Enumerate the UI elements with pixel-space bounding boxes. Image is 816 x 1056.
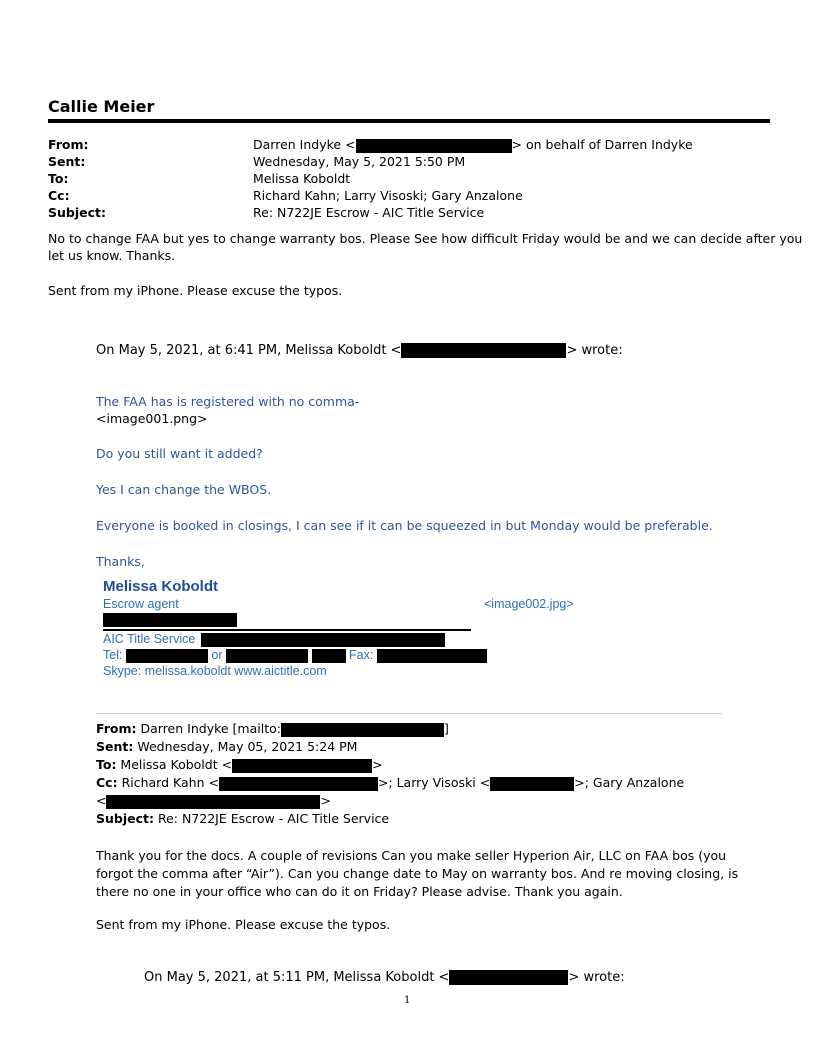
page-number: 1 [404,995,411,1006]
redaction-bar [449,970,568,985]
redaction-bar [103,613,237,627]
sent-label: Sent: [48,154,86,169]
quote2-sent-label: Sent: [96,739,134,754]
signature-image: <image002.jpg> [484,597,574,611]
redaction-bar [490,777,574,791]
quote2-cc-continued [96,793,331,809]
tel-label: Tel: [103,648,123,662]
quote-divider [96,713,722,714]
fax-label: Fax: [349,648,374,662]
quote3-intro [144,970,625,985]
redaction-bar [281,723,444,737]
quote1-intro [96,343,623,358]
quote2-sent [96,739,357,754]
quote3-intro-prefix: On May 5, 2021, at 5:11 PM, Melissa Koboldt < [144,970,450,985]
quote2-cc-mid1: >; Larry Visoski < [377,775,491,790]
quote1-booked: Everyone is booked in closings, I can see if it can be squeezed in but Monday would be preferable. [96,518,713,533]
redaction-bar [126,649,208,663]
subject-label: Subject: [48,205,106,220]
signature-title: Escrow agent [103,597,179,611]
redaction-bar [201,633,445,647]
redaction-bar [232,759,372,773]
from-label: From: [48,137,89,152]
company-name: AIC Title Service [103,632,196,646]
quote2-cc-close2: > [320,793,331,808]
quote2-from-value: Darren Indyke [mailto: [136,721,281,736]
quote1-image1: <image001.png> [96,411,208,426]
quote1-intro-suffix: > wrote: [566,343,623,358]
quote2-cc-open2: < [96,793,107,808]
quote2-from-close: ] [443,721,449,736]
signature-name: Melissa Koboldt [103,578,219,595]
redaction-bar [219,777,378,791]
quote2-cc-label: Cc: [96,775,118,790]
quote2-to-label: To: [96,757,117,772]
signature-rule [103,629,471,631]
quote2-body-line-3: there no one in your office who can do it on Friday? Please advise. Thank you again. [96,884,623,899]
to-value: Melissa Koboldt [253,171,351,186]
quote1-faa-line: The FAA has is registered with no comma- [96,394,360,409]
sent-value: Wednesday, May 5, 2021 5:50 PM [253,154,466,169]
or-label: or [211,648,223,662]
quote2-subject [96,811,389,826]
redaction-bar [226,649,308,663]
quote1-thanks: Thanks, [96,554,145,569]
quote1-intro-prefix: On May 5, 2021, at 6:41 PM, Melissa Koboldt < [96,343,402,358]
quote2-body-line-1: Thank you for the docs. A couple of revisions Can you make seller Hyperion Air, LLC on FAA bos (you [96,848,727,863]
quote2-from [96,721,449,737]
cc-value: Richard Kahn; Larry Visoski; Gary Anzalone [253,188,523,203]
quote1-wbos: Yes I can change the WBOS. [96,482,272,497]
quote2-to-value: Melissa Koboldt < [116,757,233,772]
from-suffix: > on behalf of Darren Indyke [511,137,693,152]
subject-value: Re: N722JE Escrow - AIC Title Service [253,205,485,220]
quote1-added-question: Do you still want it added? [96,446,263,461]
body-line-1: No to change FAA but yes to change warranty bos. Please See how difficult Friday would be and we can decide after you [48,231,803,246]
quote2-cc [96,775,684,791]
redaction-bar [356,139,512,153]
quote2-body-line-2: forgot the comma after “Air”). Can you change date to May on warranty bos. And re moving closing, is [96,866,739,881]
from-name: Darren Indyke < [253,137,356,152]
from-value [253,137,693,153]
body-line-2: let us know. Thanks. [48,248,176,263]
quote3-intro-suffix: > wrote: [568,970,625,985]
cc-label: Cc: [48,188,70,203]
quote2-signature: Sent from my iPhone. Please excuse the typos. [96,917,391,932]
signature-company [103,632,445,647]
redaction-bar [377,649,487,663]
quote2-cc-mid2: >; Gary Anzalone [574,775,685,790]
redaction-bar [401,343,566,358]
body-signature: Sent from my iPhone. Please excuse the typos. [48,283,343,298]
redaction-bar [312,649,346,663]
quote2-subject-value: Re: N722JE Escrow - AIC Title Service [154,811,390,826]
to-label: To: [48,171,69,186]
quote2-subject-label: Subject: [96,811,154,826]
header-rule [48,119,770,123]
quote2-cc-value: Richard Kahn < [117,775,219,790]
quote2-to [96,757,383,773]
quote2-sent-value: Wednesday, May 05, 2021 5:24 PM [133,739,358,754]
signature-phone [103,648,487,663]
redaction-bar [106,795,320,809]
mailbox-owner-name: Callie Meier [48,97,155,116]
signature-skype: Skype: melissa.koboldt www.aictitle.com [103,664,327,678]
quote2-from-label: From: [96,721,137,736]
quote2-to-close: > [372,757,383,772]
